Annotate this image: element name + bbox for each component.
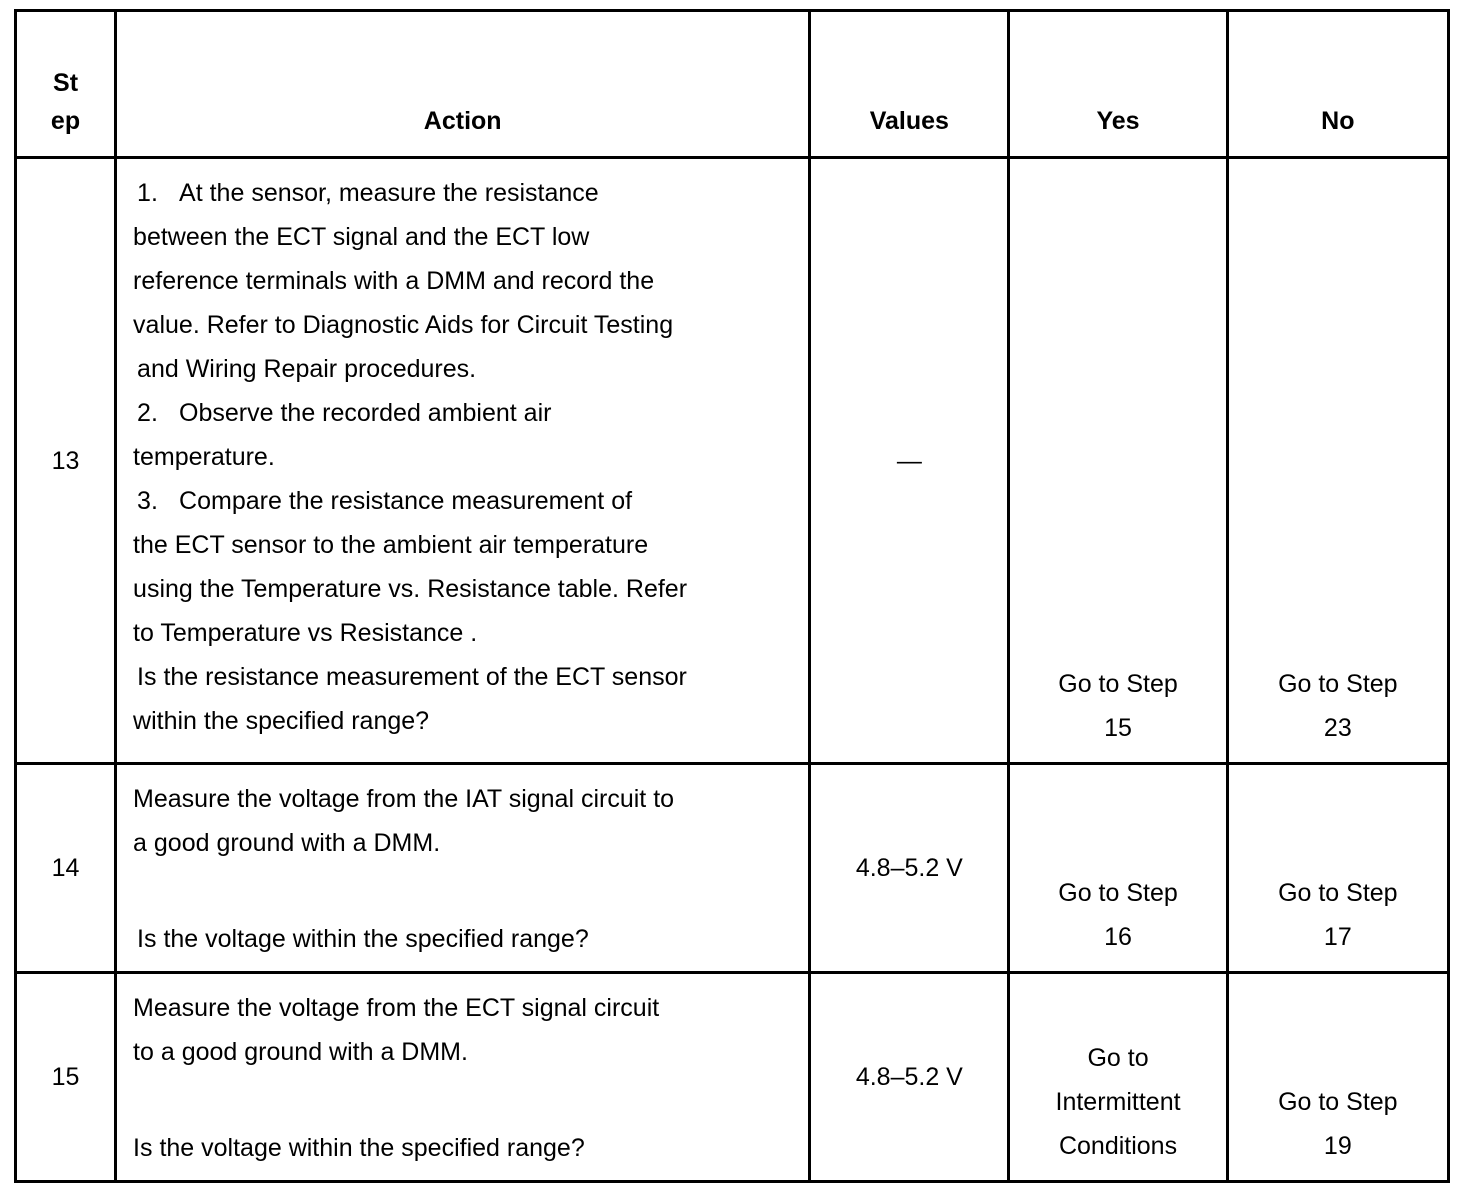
yes-cell: Go to Step 16	[1009, 764, 1227, 973]
header-row	[16, 11, 1449, 158]
item-number: 2.	[137, 399, 158, 427]
question-text: Is the voltage within the specified range?	[133, 1134, 585, 1162]
table-row-step-14	[16, 764, 1449, 973]
no-cell: Go to Step 19	[1227, 973, 1448, 1182]
header-step: St ep	[16, 11, 116, 158]
table-row-step-13	[16, 158, 1449, 764]
header-yes: Yes	[1009, 11, 1227, 158]
diagnostic-table	[14, 9, 1450, 1183]
action-cell: 1. At the sensor, measure the resistance between the ECT signal and the ECT low reference terminals with a DMM and record the value. Refer to Diagnostic Aids for Circuit Testing and Wiring Repair procedures. 2. Observe the recorded ambient air temperature. 3. Compare the resistance measurement of the ECT sensor to the ambient air temperature using the Temperature vs. Resistance table. Refer to Temperature vs Resistance . Is the resistance measurement of the ECT sensor within the specified range?	[116, 158, 810, 764]
question-text: Is the resistance measurement of the ECT sensor	[137, 663, 687, 691]
yes-cell: Go to Intermittent Conditions	[1009, 973, 1227, 1182]
values-cell: 4.8–5.2 V	[810, 764, 1009, 973]
header-no: No	[1227, 11, 1448, 158]
values-cell: —	[810, 158, 1009, 764]
no-cell: Go to Step 23	[1227, 158, 1448, 764]
action-cell: Measure the voltage from the IAT signal circuit to a good ground with a DMM. Is the voltage within the specified range?	[116, 764, 810, 973]
question-text: Is the voltage within the specified range?	[137, 925, 589, 953]
item-number: 3.	[137, 487, 158, 515]
values-cell: 4.8–5.2 V	[810, 973, 1009, 1182]
item-number: 1.	[137, 179, 158, 207]
table-row-step-15	[16, 973, 1449, 1182]
action-cell: Measure the voltage from the ECT signal circuit to a good ground with a DMM. Is the voltage within the specified range?	[116, 973, 810, 1182]
yes-cell: Go to Step 15	[1009, 158, 1227, 764]
step-number: 14	[16, 764, 116, 973]
no-cell: Go to Step 17	[1227, 764, 1448, 973]
step-number: 15	[16, 973, 116, 1182]
header-action: Action	[116, 11, 810, 158]
step-number: 13	[16, 158, 116, 764]
header-values: Values	[810, 11, 1009, 158]
